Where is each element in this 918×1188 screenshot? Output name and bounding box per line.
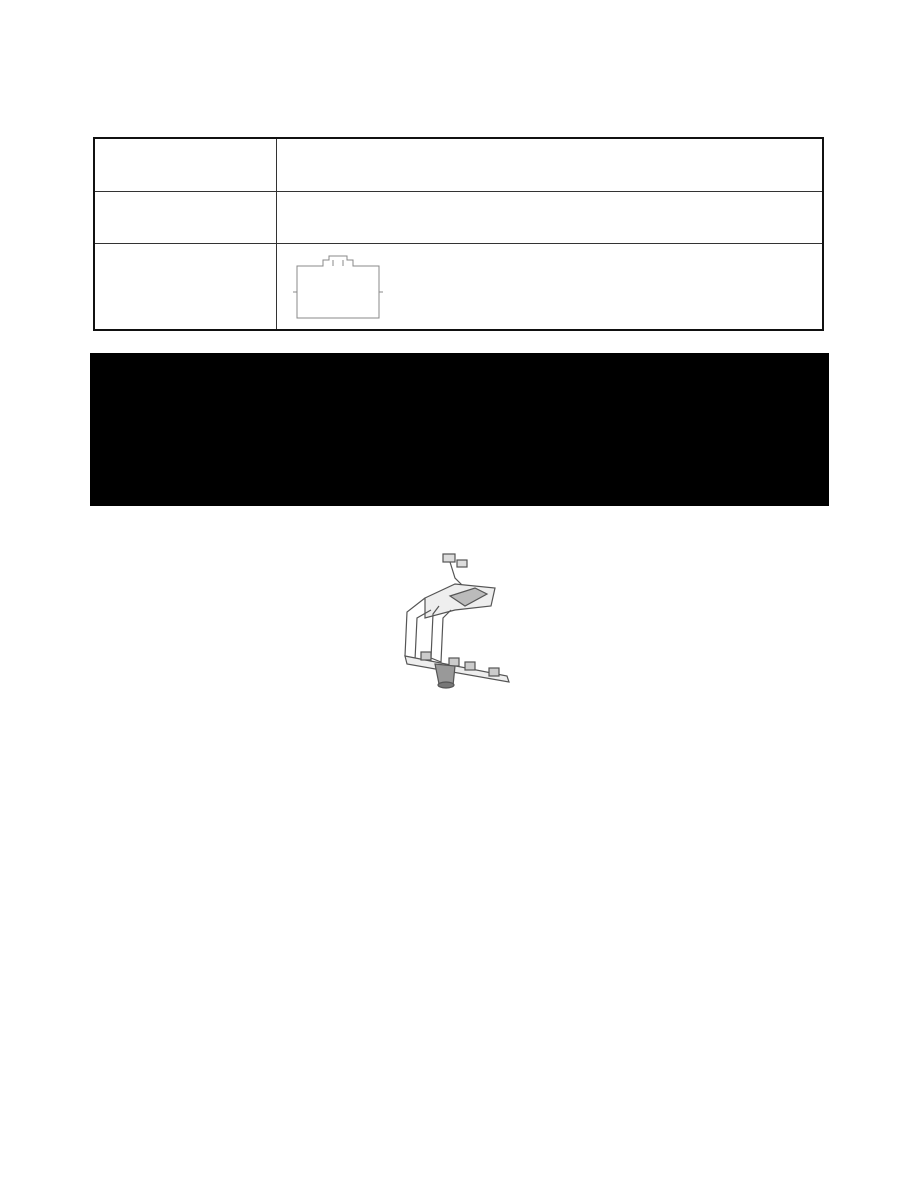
sensor-type-row (95, 139, 822, 192)
function-value (281, 192, 818, 243)
connector-label (95, 244, 277, 329)
connector-value (281, 244, 818, 329)
function-row (95, 192, 822, 244)
connector-pinout-diagram (293, 252, 383, 322)
function-label (95, 192, 277, 243)
connector-row (95, 244, 822, 329)
sensor-type-value (281, 139, 818, 191)
oil-temperature-sensor-illustration (395, 548, 525, 693)
resistance-table (90, 353, 829, 506)
sensor-type-label (95, 139, 277, 191)
sensor-spec-table (93, 137, 824, 331)
